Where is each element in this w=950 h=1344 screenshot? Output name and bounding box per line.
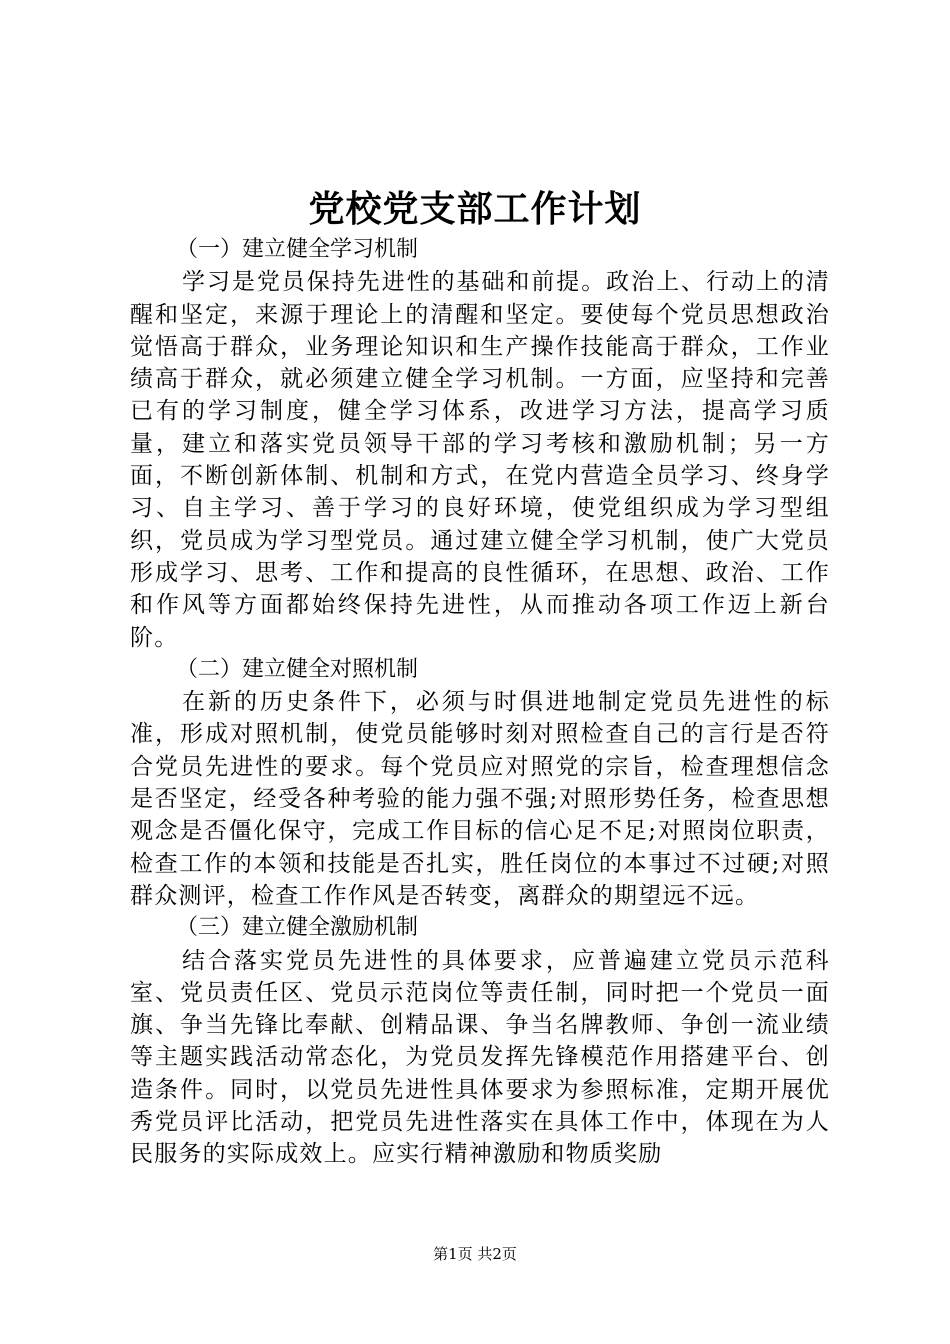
section-paragraph-2: 在新的历史条件下，必须与时俱进地制定党员先进性的标准，形成对照机制，使党员能够时刻对照检查自己的言行是否符合党员先进性的要求。每个党员应对照党的宗旨，检查理想信念是否坚定，经受各种考验的能力强不强;对照形势任务，检查思想观念是否僵化保守，完成工作目标的信心足不足;对照岗位职责，检查工作的本领和技能是否扎实，胜任岗位的本事过不过硬;对照群众测评，检查工作作风是否转变，离群众的期望远不远。	[130, 689, 830, 909]
section-heading-2: （二）建立健全对照机制	[176, 656, 419, 682]
section-heading-1: （一）建立健全学习机制	[176, 237, 419, 262]
section-heading-3: （三）建立健全激励机制	[176, 915, 419, 941]
page-number-footer: 第1页 共2页	[433, 1245, 517, 1263]
document-body	[130, 234, 830, 1171]
section-paragraph-1: 学习是党员保持先进性的基础和前提。政治上、行动上的清醒和坚定，来源于理论上的清醒和坚定。要使每个党员思想政治觉悟高于群众，业务理论知识和生产操作技能高于群众，工作业绩高于群众，就必须建立健全学习机制。一方面，应坚持和完善已有的学习制度，健全学习体系，改进学习方法，提高学习质量，建立和落实党员领导干部的学习考核和激励机制；另一方面，不断创新体制、机制和方式，在党内营造全员学习、终身学习、自主学习、善于学习的良好环境，使党组织成为学习型组织，党员成为学习型党员。通过建立健全学习机制，使广大党员形成学习、思考、工作和提高的良性循环，在思想、政治、工作和作风等方面都始终保持先进性，从而推动各项工作迈上新台阶。	[130, 269, 830, 651]
document-title: 党校党支部工作计划	[308, 188, 642, 230]
section-paragraph-3: 结合落实党员先进性的具体要求，应普遍建立党员示范科室、党员责任区、党员示范岗位等责任制，同时把一个党员一面旗、争当先锋比奉献、创精品课、争当名牌教师、争创一流业绩等主题实践活动常态化，为党员发挥先锋模范作用搭建平台、创造条件。同时，以党员先进性具体要求为参照标准，定期开展优秀党员评比活动，把党员先进性落实在具体工作中，体现在为人民服务的实际成效上。应实行精神激励和物质奖励	[130, 947, 830, 1168]
